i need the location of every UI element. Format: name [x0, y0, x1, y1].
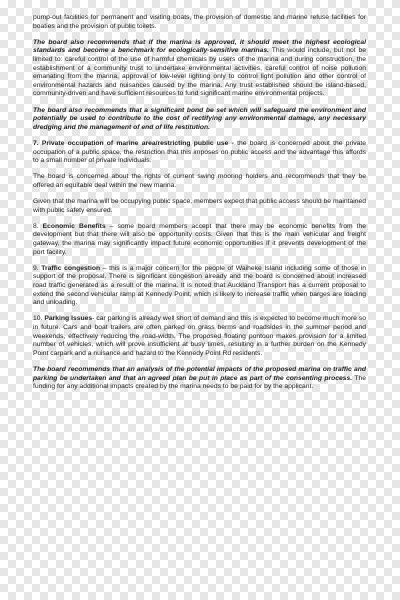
paragraph-swing-moorings: [33, 173, 366, 190]
document-page: [33, 14, 366, 399]
traffic-congestion-heading: Traffic congestion: [41, 264, 101, 272]
public-access-text: Given that the marina will be occupying public space, members expect that public access should be maintained with public safety ensured.: [33, 198, 366, 214]
paragraph-parking-issues: [33, 315, 366, 358]
paragraph-facilities-text: pump-out facilities for permanent and visiting boats, the provision of domestic and marine refuse facilities for boaties and the provision of public toilets.: [33, 14, 366, 30]
traffic-parking-analysis-lead: The board recommends that an analysis of the potential impacts of the proposed marina on traffic and parking be undertaken and that an agreed plan be put in place as part of the consenting process.: [33, 365, 366, 382]
traffic-congestion-body: – this is a major concern for the people of Waiheke Island including some of those in support of the proposal. There is significant congestion already and the board is concerned about increased road traffic generated as a result of the marina. It is noted that Auckland Transport has a current proposal to extend the second vehicular ramp at Kennedy Point, which is likely to increase traffic when barges are loading and unloading.: [33, 264, 366, 307]
environment-bond-text: The board also recommends that a significant bond be set which will safeguard the environment and potentially be used to contribute to the cost of rectifying any environmental damage, any necessary dredging and the management of end of life restitution.: [33, 106, 366, 131]
economic-benefits-number: 8.: [33, 222, 43, 230]
ecological-recommendation-lead: The board also recommends that if the marina is approved, it should meet the highest ecological standards and become a benchmark for ecologically-sensitive marinas.: [33, 38, 366, 55]
paragraph-traffic-congestion: [33, 265, 366, 308]
economic-benefits-heading: Economic Benefits: [42, 222, 106, 230]
economic-benefits-body: – some board members accept that there may be economic benefits from the development but that there will also be opportunity costs. Given that this is the main vehicular and freight gateway, the marina may significantly impact future economic opportunities if it prevents development of the port facility.: [33, 222, 366, 256]
traffic-congestion-number: 9.: [33, 264, 42, 272]
paragraph-economic-benefits: [33, 223, 366, 257]
private-occupation-heading: 7. Private occupation of marine area/restricting public use -: [33, 139, 234, 147]
paragraph-ecological-standards: [33, 39, 366, 99]
paragraph-public-access: [33, 198, 366, 215]
paragraph-environment-bond: [33, 107, 366, 133]
ecological-recommendation-body: This would include, but not be limited to: careful control of the use of harmful chemicals by users of the marina and during construction, the establishment of a community trust to undertake environmental activities, careful control of noise pollution emanating from the marina, approval of low-level lighting only to control light pollution and other control of environmental hazards and nuisances caused by the marina. Any trust established should be island-based, community-driven and have sufficient resources to fund significant marine environmental projects.: [33, 47, 366, 98]
private-occupation-body: the board is concerned about the private occupation of a public space, the restriction that this imposes on public access and the advantage this affords to a small number of private individuals.: [33, 139, 366, 165]
paragraph-facilities: [33, 14, 366, 31]
parking-issues-number: 10.: [33, 315, 45, 323]
paragraph-traffic-parking-analysis: [33, 366, 366, 392]
parking-issues-body: - car parking is already well short of demand and this is expected to become much more so in future. Cars and boat trailers are often parked on grass berms and roadsides in the summer period and weekends, effectively reducing the road-width. The proposed floating pontoon makes provision for a limited number of vehicles, which will prove insufficient at busy times, resulting in a further burden on the Kennedy Point carpark and a nuisance and hazard to the Kennedy Point Rd residents.: [33, 315, 366, 357]
paragraph-private-occupation: [33, 140, 366, 166]
parking-issues-heading: Parking Issues: [44, 315, 93, 323]
swing-moorings-text: The board is concerned about the rights of current swing mooring holders and recommends that they be offered an equitable deal within the new marina.: [33, 173, 366, 189]
traffic-parking-analysis-body: The funding for any additional impacts created by the marina needs to be paid for by the applicant.: [33, 374, 367, 391]
